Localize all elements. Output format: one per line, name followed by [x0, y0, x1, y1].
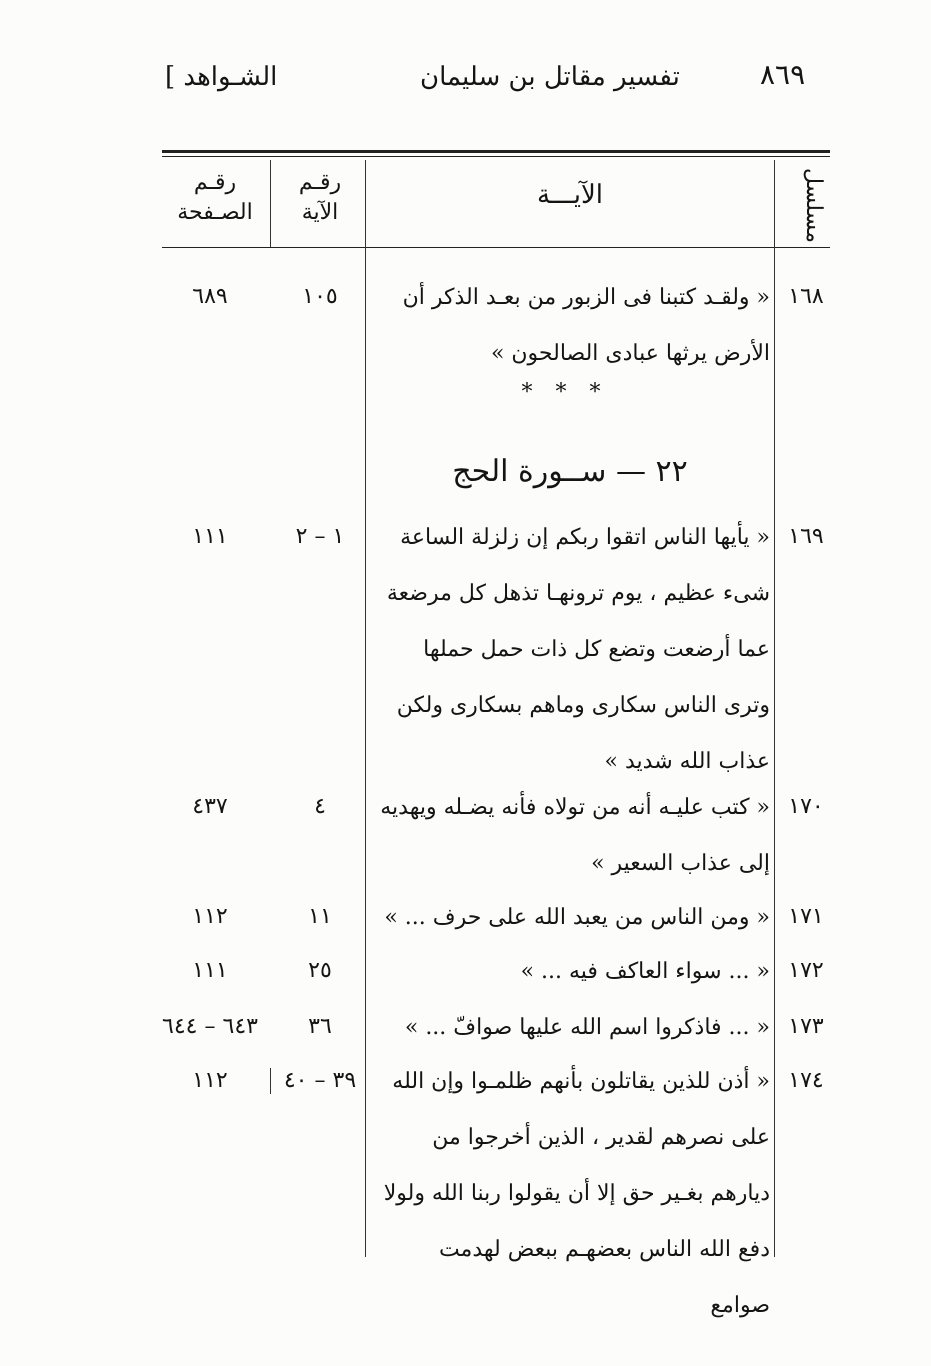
row-verse-text: « كتب عليـه أنه من تولاه فأنه يضـله ويهديه إلى عذاب السعير » — [380, 795, 770, 876]
row-page-number: ٤٣٧ — [192, 794, 228, 819]
row-page-number: ١١١ — [192, 958, 228, 983]
row-ayah-number: ١ – ٢ — [295, 524, 345, 549]
row-ayah-number: ١١ — [308, 904, 332, 929]
row-verse-text: « يأيها الناس اتقوا ربكم إن زلزلة الساعة شىء عظيم ، يوم ترونهـا تذهل كل مرضعة عما أرضعت وتضع كل ذات حمل حملها وترى الناس سكارى وماهم بسكارى ولكن عذاب الله شديد » — [386, 525, 770, 774]
row-ayah-number: ٣٦ — [308, 1014, 332, 1039]
row-ayah-number: ٤ — [314, 794, 326, 819]
row-verse-text: « أذن للذين يقاتلون بأنهم ظلمـوا وإن الله على نصرهم لقدير ، الذين أخرجوا من ديارهم بغـير حق إلا أن يقولوا ربنا الله ولولا دفع الله الناس بعضهـم ببعض لهدمت صوامع — [383, 1069, 770, 1318]
header-rule-thin — [162, 156, 830, 157]
row-page-number: ١١٢ — [192, 904, 228, 929]
row-ayah-number: ١٠٥ — [302, 284, 338, 309]
row-verse-text: « ومن الناس من يعبد الله على حرف ... » — [384, 905, 770, 930]
row-page-number: ١١١ — [192, 524, 228, 549]
column-header-page-number: رقـم الصـفحة — [177, 170, 253, 225]
column-header-rule — [162, 247, 830, 248]
row-page-number: ٦٨٩ — [192, 284, 228, 309]
header-rule-thick — [162, 150, 830, 153]
row-page-number: ٦٤٣ – ٦٤٤ — [162, 1014, 258, 1039]
row-serial: ١٧٢ — [788, 958, 824, 983]
column-header-ayah-number: رقـم الآية — [298, 170, 342, 225]
ayah-column-divider-lower — [270, 1068, 271, 1094]
row-serial: ١٧٤ — [788, 1068, 824, 1093]
serial-column-divider — [774, 160, 775, 1257]
row-ayah-number: ٢٥ — [308, 958, 332, 983]
page-number: ٨٦٩ — [760, 58, 806, 91]
row-verse-text: « ولقـد كتبنا فى الزبور من بعـد الذكر أن الأرض يرثها عبادى الصالحون » — [402, 285, 770, 366]
ayah-column-divider — [270, 160, 271, 247]
column-header-serial: مسلسل — [801, 168, 826, 243]
book-title: تفسير مقاتل بن سليمان — [420, 62, 680, 92]
row-ayah-number: ٣٩ – ٤٠ — [283, 1068, 357, 1093]
column-header-verse: الآيـــة — [536, 180, 604, 210]
row-verse-text: « ... سواء العاكف فيه ... » — [520, 959, 770, 984]
verse-column-divider — [365, 160, 366, 1257]
row-serial: ١٧٠ — [788, 794, 824, 819]
row-serial: ١٦٨ — [788, 284, 824, 309]
surah-heading: ٢٢ — ســورة الحج — [452, 454, 688, 489]
row-serial: ١٧١ — [788, 904, 824, 929]
section-separator: * * * — [521, 380, 609, 405]
row-serial: ١٦٩ — [788, 524, 824, 549]
section-title: [ الشـواهد — [165, 62, 278, 92]
row-verse-text: « ... فاذكروا اسم الله عليها صوافّ ... » — [404, 1015, 770, 1040]
row-serial: ١٧٣ — [788, 1014, 824, 1039]
row-page-number: ١١٢ — [192, 1068, 228, 1093]
